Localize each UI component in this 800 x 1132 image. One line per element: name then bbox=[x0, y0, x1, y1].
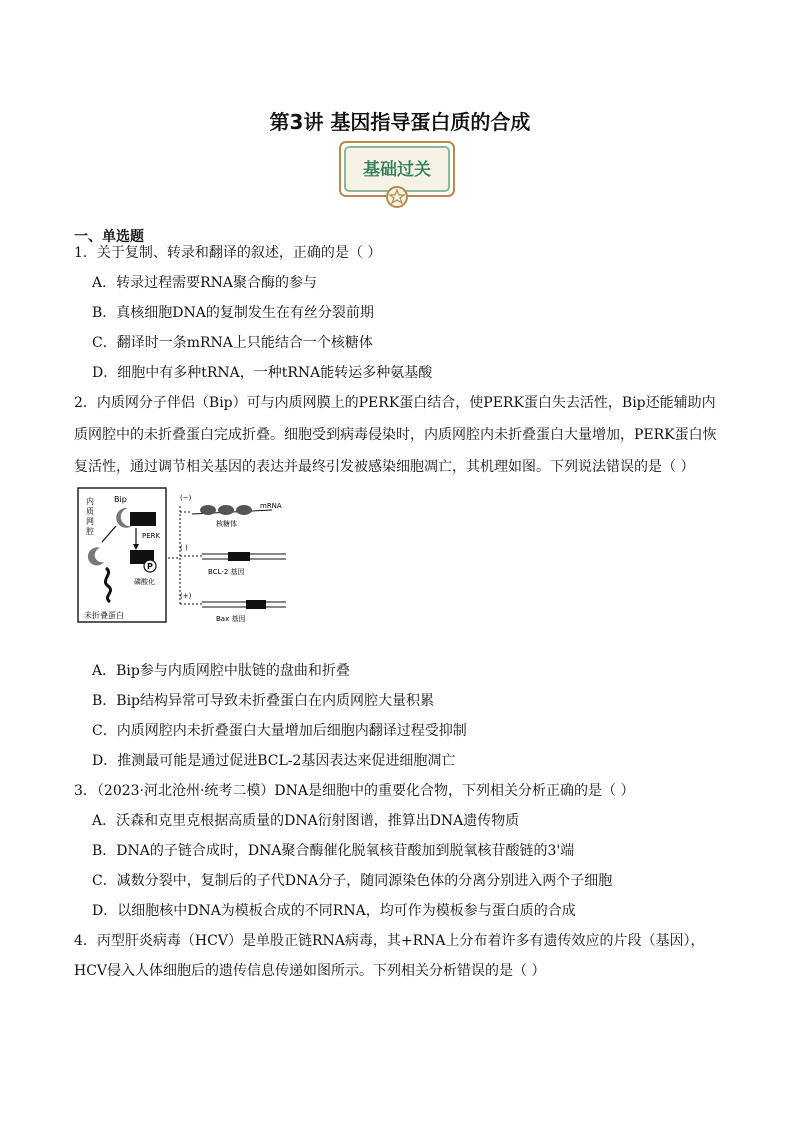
q2-option-b: B．Bip结构异常可导致未折叠蛋白在内质网腔大量积累 bbox=[92, 693, 435, 709]
q2-option-d: D．推测最可能是通过促进BCL-2基因表达来促进细胞凋亡 bbox=[92, 753, 456, 769]
bip-label: Bip bbox=[114, 495, 127, 504]
bip-shape bbox=[116, 508, 132, 528]
bcl2-gene bbox=[228, 552, 250, 561]
q3-stem: 3．（2023·河北沧州·统考二模）DNA是细胞中的重要化合物，下列相关分析正确的是（ ） bbox=[74, 783, 635, 799]
q2-option-c: C．内质网腔内未折叠蛋白大量增加后细胞内翻译过程受抑制 bbox=[92, 723, 467, 739]
q2-stem-line-2: 质网腔中的未折叠蛋白完成折叠。细胞受到病毒侵染时，内质网腔内未折叠蛋白大量增加，PERK蛋白恢 bbox=[74, 427, 717, 443]
q1-option-c: C．翻译时一条mRNA上只能结合一个核糖体 bbox=[92, 335, 373, 351]
er-label-4: 腔 bbox=[86, 527, 94, 536]
q4-stem-line-1: 4．丙型肝炎病毒（HCV）是单股正链RNA病毒，其+RNA上分布着许多有遗传效应的片段（基因）， bbox=[74, 933, 705, 949]
unfolded-protein-label: 未折叠蛋白 bbox=[84, 611, 124, 620]
q1-option-b: B．真核细胞DNA的复制发生在有丝分裂前期 bbox=[92, 305, 374, 321]
section-badge bbox=[336, 140, 458, 210]
bax-gene bbox=[246, 600, 266, 609]
ribosome-label: 核糖体 bbox=[216, 520, 237, 528]
bax-label: Bax 基因 bbox=[216, 615, 246, 623]
q1-stem: 1．关于复制、转录和翻译的叙述，正确的是（ ） bbox=[74, 245, 382, 261]
q4-stem-line-2: HCV侵入人体细胞后的遗传信息传递如图所示。下列相关分析错误的是（ ） bbox=[74, 963, 546, 979]
er-label-3: 网 bbox=[86, 517, 94, 526]
bcl2-label: BCL-2 基因 bbox=[208, 568, 245, 576]
badge-label: 基础过关 bbox=[363, 160, 431, 180]
effect-plus-label: (+) bbox=[180, 592, 192, 600]
q1-option-d: D．细胞中有多种tRNA，一种tRNA能转运多种氨基酸 bbox=[92, 365, 433, 381]
q3-option-b: B．DNA的子链合成时，DNA聚合酶催化脱氧核苷酸加到脱氧核苷酸链的3'端 bbox=[92, 843, 575, 859]
q1-option-a: A．转录过程需要RNA聚合酶的参与 bbox=[92, 275, 318, 291]
er-label-2: 质 bbox=[86, 507, 94, 516]
q3-option-c: C．减数分裂中，复制后的子代DNA分子，随同源染色体的分离分别进入两个子细胞 bbox=[92, 873, 613, 889]
perk-receptor bbox=[130, 512, 156, 526]
effect-minus-label: (−) bbox=[180, 494, 192, 502]
q2-stem-line-1: 2．内质网分子伴侣（Bip）可与内质网膜上的PERK蛋白结合，使PERK蛋白失去活性，Bip还能辅助内 bbox=[74, 395, 716, 411]
perk-mechanism-diagram bbox=[76, 486, 292, 626]
q3-option-a: A．沃森和克里克根据高质量的DNA衍射图谱，推算出DNA遗传物质 bbox=[92, 813, 520, 829]
mrna-label: mRNA bbox=[260, 502, 282, 510]
q2-option-a: A．Bip参与内质网腔中肽链的盘曲和折叠 bbox=[92, 663, 350, 679]
section-heading: 一、单选题 bbox=[74, 229, 144, 245]
er-label-1: 内 bbox=[86, 497, 94, 506]
q2-stem-line-3: 复活性，通过调节相关基因的表达并最终引发被感染细胞凋亡，其机理如图。下列说法错误的是（ ） bbox=[74, 459, 695, 475]
unfolded-protein-chain bbox=[105, 568, 110, 602]
badge-frame-icon bbox=[336, 140, 458, 210]
perk-label: PERK bbox=[142, 532, 161, 540]
q3-option-d: D．以细胞核中DNA为模板合成的不同RNA，均可作为模板参与蛋白质的合成 bbox=[92, 903, 576, 919]
phosphate-label: P bbox=[147, 562, 153, 571]
effect-blank-label: ( ) bbox=[180, 544, 188, 552]
page-title: 第3讲 基因指导蛋白质的合成 bbox=[269, 110, 531, 134]
phosphorylation-label: 磷酸化 bbox=[134, 578, 155, 586]
